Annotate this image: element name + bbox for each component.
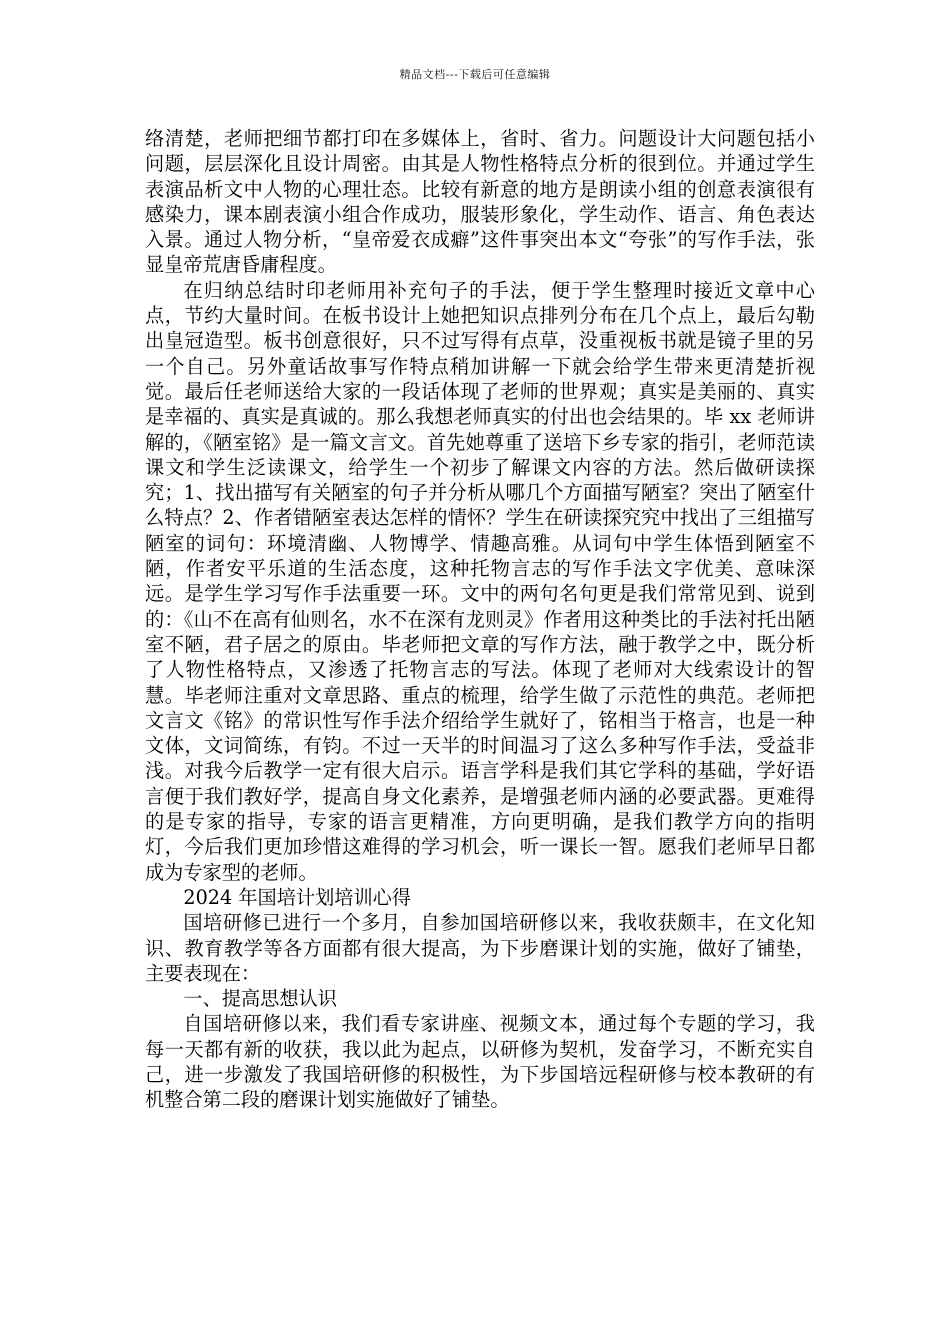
paragraph: 自国培研修以来，我们看专家讲座、视频文本，通过每个专题的学习，我每一天都有新的收获，我以此为起点，以研修为契机，发奋学习，不断充实自己，进一步激发了我国培研修的积极性，为下步国培远程研修与校本教研的有机整合第二段的磨课计划实施做好了铺垫。 [145, 1012, 815, 1112]
section-title: 2024 年国培计划培训心得 [183, 885, 412, 909]
paragraph: 络清楚，老师把细节都打印在多媒体上，省时、省力。问题设计大问题包括小问题，层层深化且设计周密。由其是人物性格特点分析的很到位。并通过学生表演品析文中人物的心理壮态。比较有新意的地方是朗读小组的创意表演很有感染力，课本剧表演小组合作成功，服装形象化，学生动作、语言、角色表达入景。通过人物分析，“皇帝爱衣成癖”这件事突出本文“夸张”的写作手法，张显皇帝荒唐昏庸程度。 [145, 127, 815, 277]
page-header: 精品文档---下载后可任意编辑 [399, 68, 551, 81]
section-heading: 一、提高思想认识 [183, 987, 337, 1011]
paragraph: 国培研修已进行一个多月，自参加国培研修以来，我收获颇丰，在文化知识、教育教学等各方面都有很大提高，为下步磨课计划的实施，做好了铺垫，主要表现在： [145, 911, 815, 985]
document-body [145, 126, 815, 1113]
paragraph: 在归纳总结时印老师用补充句子的手法，便于学生整理时接近文章中心点，节约大量时间。在板书设计上她把知识点排列分布在几个点上，最后勾勒出皇冠造型。板书创意很好，只不过写得有点草，没重视板书就是镜子里的另一个自己。另外童话故事写作特点稍加讲解一下就会给学生带来更清楚折视觉。最后任老师送给大家的一段话体现了老师的世界观；真实是美丽的、真实是幸福的、真实是真诚的。那么我想老师真实的付出也会结果的。毕 xx 老师讲解的，《陋室铭》是一篇文言文。首先她尊重了送培下乡专家的指引，老师范读课文和学生泛读课文，给学生一个初步了解课文内容的方法。然后做研读探究；1、找出描写有关陋室的句子并分析从哪几个方面描写陋室？突出了陋室什么特点？2、作者错陋室表达怎样的情怀？学生在研读探究究中找出了三组描写陋室的词句：环境清幽、人物博学、情趣高雅。从词句中学生体悟到陋室不陋，作者安平乐道的生活态度，这种托物言志的写作手法文字优美、意味深远。是学生学习写作手法重要一环。文中的两句名句更是我们常常见到、说到的：《山不在高有仙则名，水不在深有龙则灵》作者用这种类比的手法衬托出陋室不陋，君子居之的原由。毕老师把文章的写作方法，融于教学之中，既分析了人物性格特点，又渗透了托物言志的写法。体现了老师对大线索设计的智慧。毕老师注重对文章思路、重点的梳理，给学生做了示范性的典范。老师把文言文《铭》的常识性写作手法介绍给学生就好了，铭相当于格言，也是一种文体，文词简练，有钧。不过一天半的时间温习了这么多种写作手法，受益非浅。对我今后教学一定有很大启示。语言学科是我们其它学科的基础，学好语言便于我们教好学，提高自身文化素养，是增强老师内涵的必要武器。更难得的是专家的指导，专家的语言更精准，方向更明确，是我们教学方向的指明灯，今后我们更加珍惜这难得的学习机会，听一课长一智。愿我们老师早日都成为专家型的老师。 [145, 278, 815, 884]
